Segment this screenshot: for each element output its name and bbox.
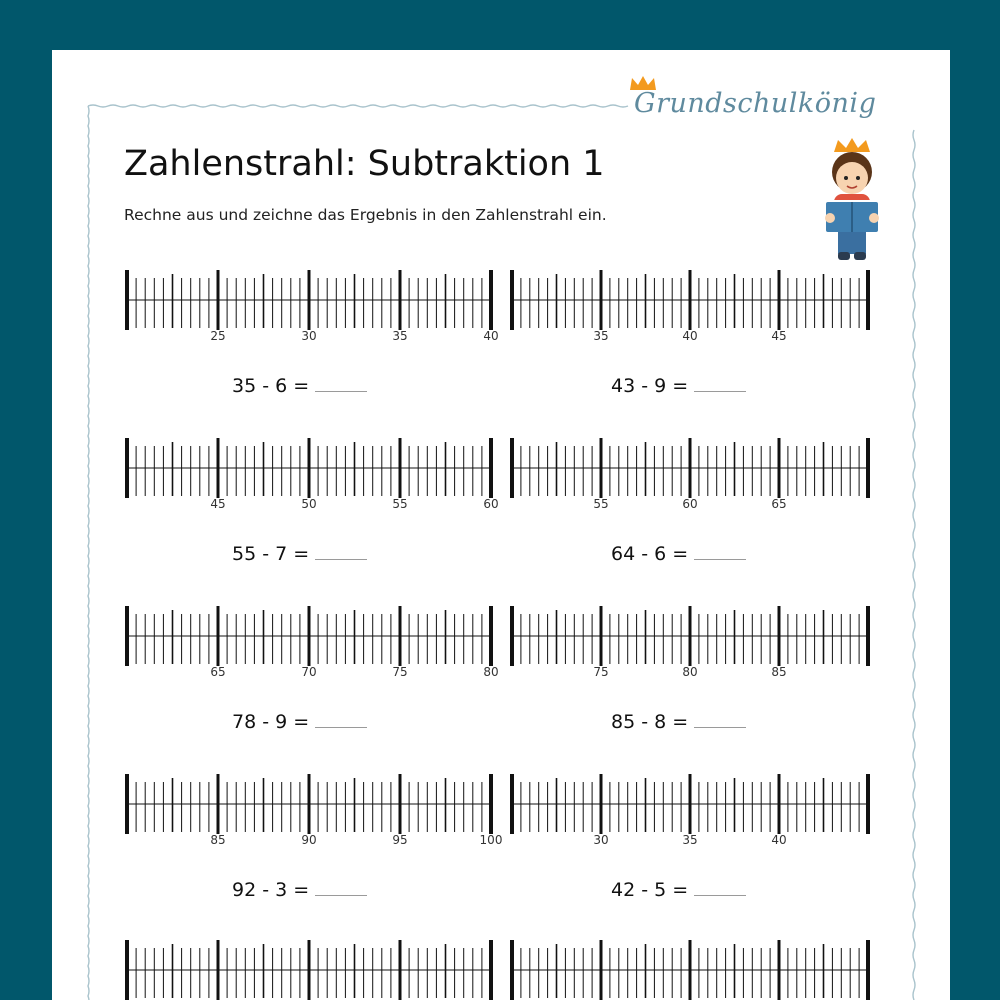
tick-label: 30 — [301, 329, 317, 343]
task-expression: 35 - 6 = — [232, 375, 310, 397]
tick-label: 65 — [771, 497, 787, 511]
tick-label: 95 — [392, 833, 408, 847]
subtraction-task — [611, 879, 746, 901]
subtraction-task — [232, 375, 367, 397]
subtraction-task — [611, 375, 746, 397]
brand-logo: Grundschulkönig — [634, 88, 877, 119]
tick-label: 30 — [593, 833, 609, 847]
tick-label: 55 — [392, 497, 408, 511]
tick-label: 55 — [593, 497, 609, 511]
number-lines-canvas — [52, 50, 950, 1000]
answer-field[interactable] — [694, 543, 746, 560]
task-expression: 92 - 3 = — [232, 879, 310, 901]
task-expression: 78 - 9 = — [232, 711, 310, 733]
tick-label: 75 — [593, 665, 609, 679]
tick-label: 85 — [771, 665, 787, 679]
tick-label: 60 — [682, 497, 698, 511]
subtraction-task — [611, 543, 746, 565]
answer-field[interactable] — [315, 375, 367, 392]
answer-field[interactable] — [315, 543, 367, 560]
tick-label: 35 — [593, 329, 609, 343]
tick-label: 70 — [301, 665, 317, 679]
answer-field[interactable] — [694, 375, 746, 392]
tick-label: 40 — [682, 329, 698, 343]
tick-label: 65 — [210, 665, 226, 679]
tick-label: 40 — [771, 833, 787, 847]
subtraction-task — [232, 711, 367, 733]
task-expression: 42 - 5 = — [611, 879, 689, 901]
page-title: Zahlenstrahl: Subtraktion 1 — [124, 144, 605, 184]
tick-label: 80 — [682, 665, 698, 679]
answer-field[interactable] — [694, 879, 746, 896]
tick-label: 35 — [682, 833, 698, 847]
tick-label: 85 — [210, 833, 226, 847]
tick-label: 35 — [392, 329, 408, 343]
answer-field[interactable] — [315, 879, 367, 896]
tick-label: 40 — [483, 329, 499, 343]
tick-label: 45 — [771, 329, 787, 343]
answer-field[interactable] — [694, 711, 746, 728]
instruction-text: Rechne aus und zeichne das Ergebnis in den Zahlenstrahl ein. — [124, 206, 607, 224]
tick-label: 45 — [210, 497, 226, 511]
task-expression: 55 - 7 = — [232, 543, 310, 565]
subtraction-task — [232, 879, 367, 901]
tick-label: 90 — [301, 833, 317, 847]
worksheet-sheet — [52, 50, 950, 1000]
task-expression: 85 - 8 = — [611, 711, 689, 733]
subtraction-task — [232, 543, 367, 565]
task-expression: 64 - 6 = — [611, 543, 689, 565]
tick-label: 80 — [483, 665, 499, 679]
tick-label: 60 — [483, 497, 499, 511]
tick-label: 50 — [301, 497, 317, 511]
answer-field[interactable] — [315, 711, 367, 728]
subtraction-task — [611, 711, 746, 733]
task-expression: 43 - 9 = — [611, 375, 689, 397]
tick-label: 25 — [210, 329, 226, 343]
tick-label: 75 — [392, 665, 408, 679]
tick-label: 100 — [479, 833, 503, 847]
